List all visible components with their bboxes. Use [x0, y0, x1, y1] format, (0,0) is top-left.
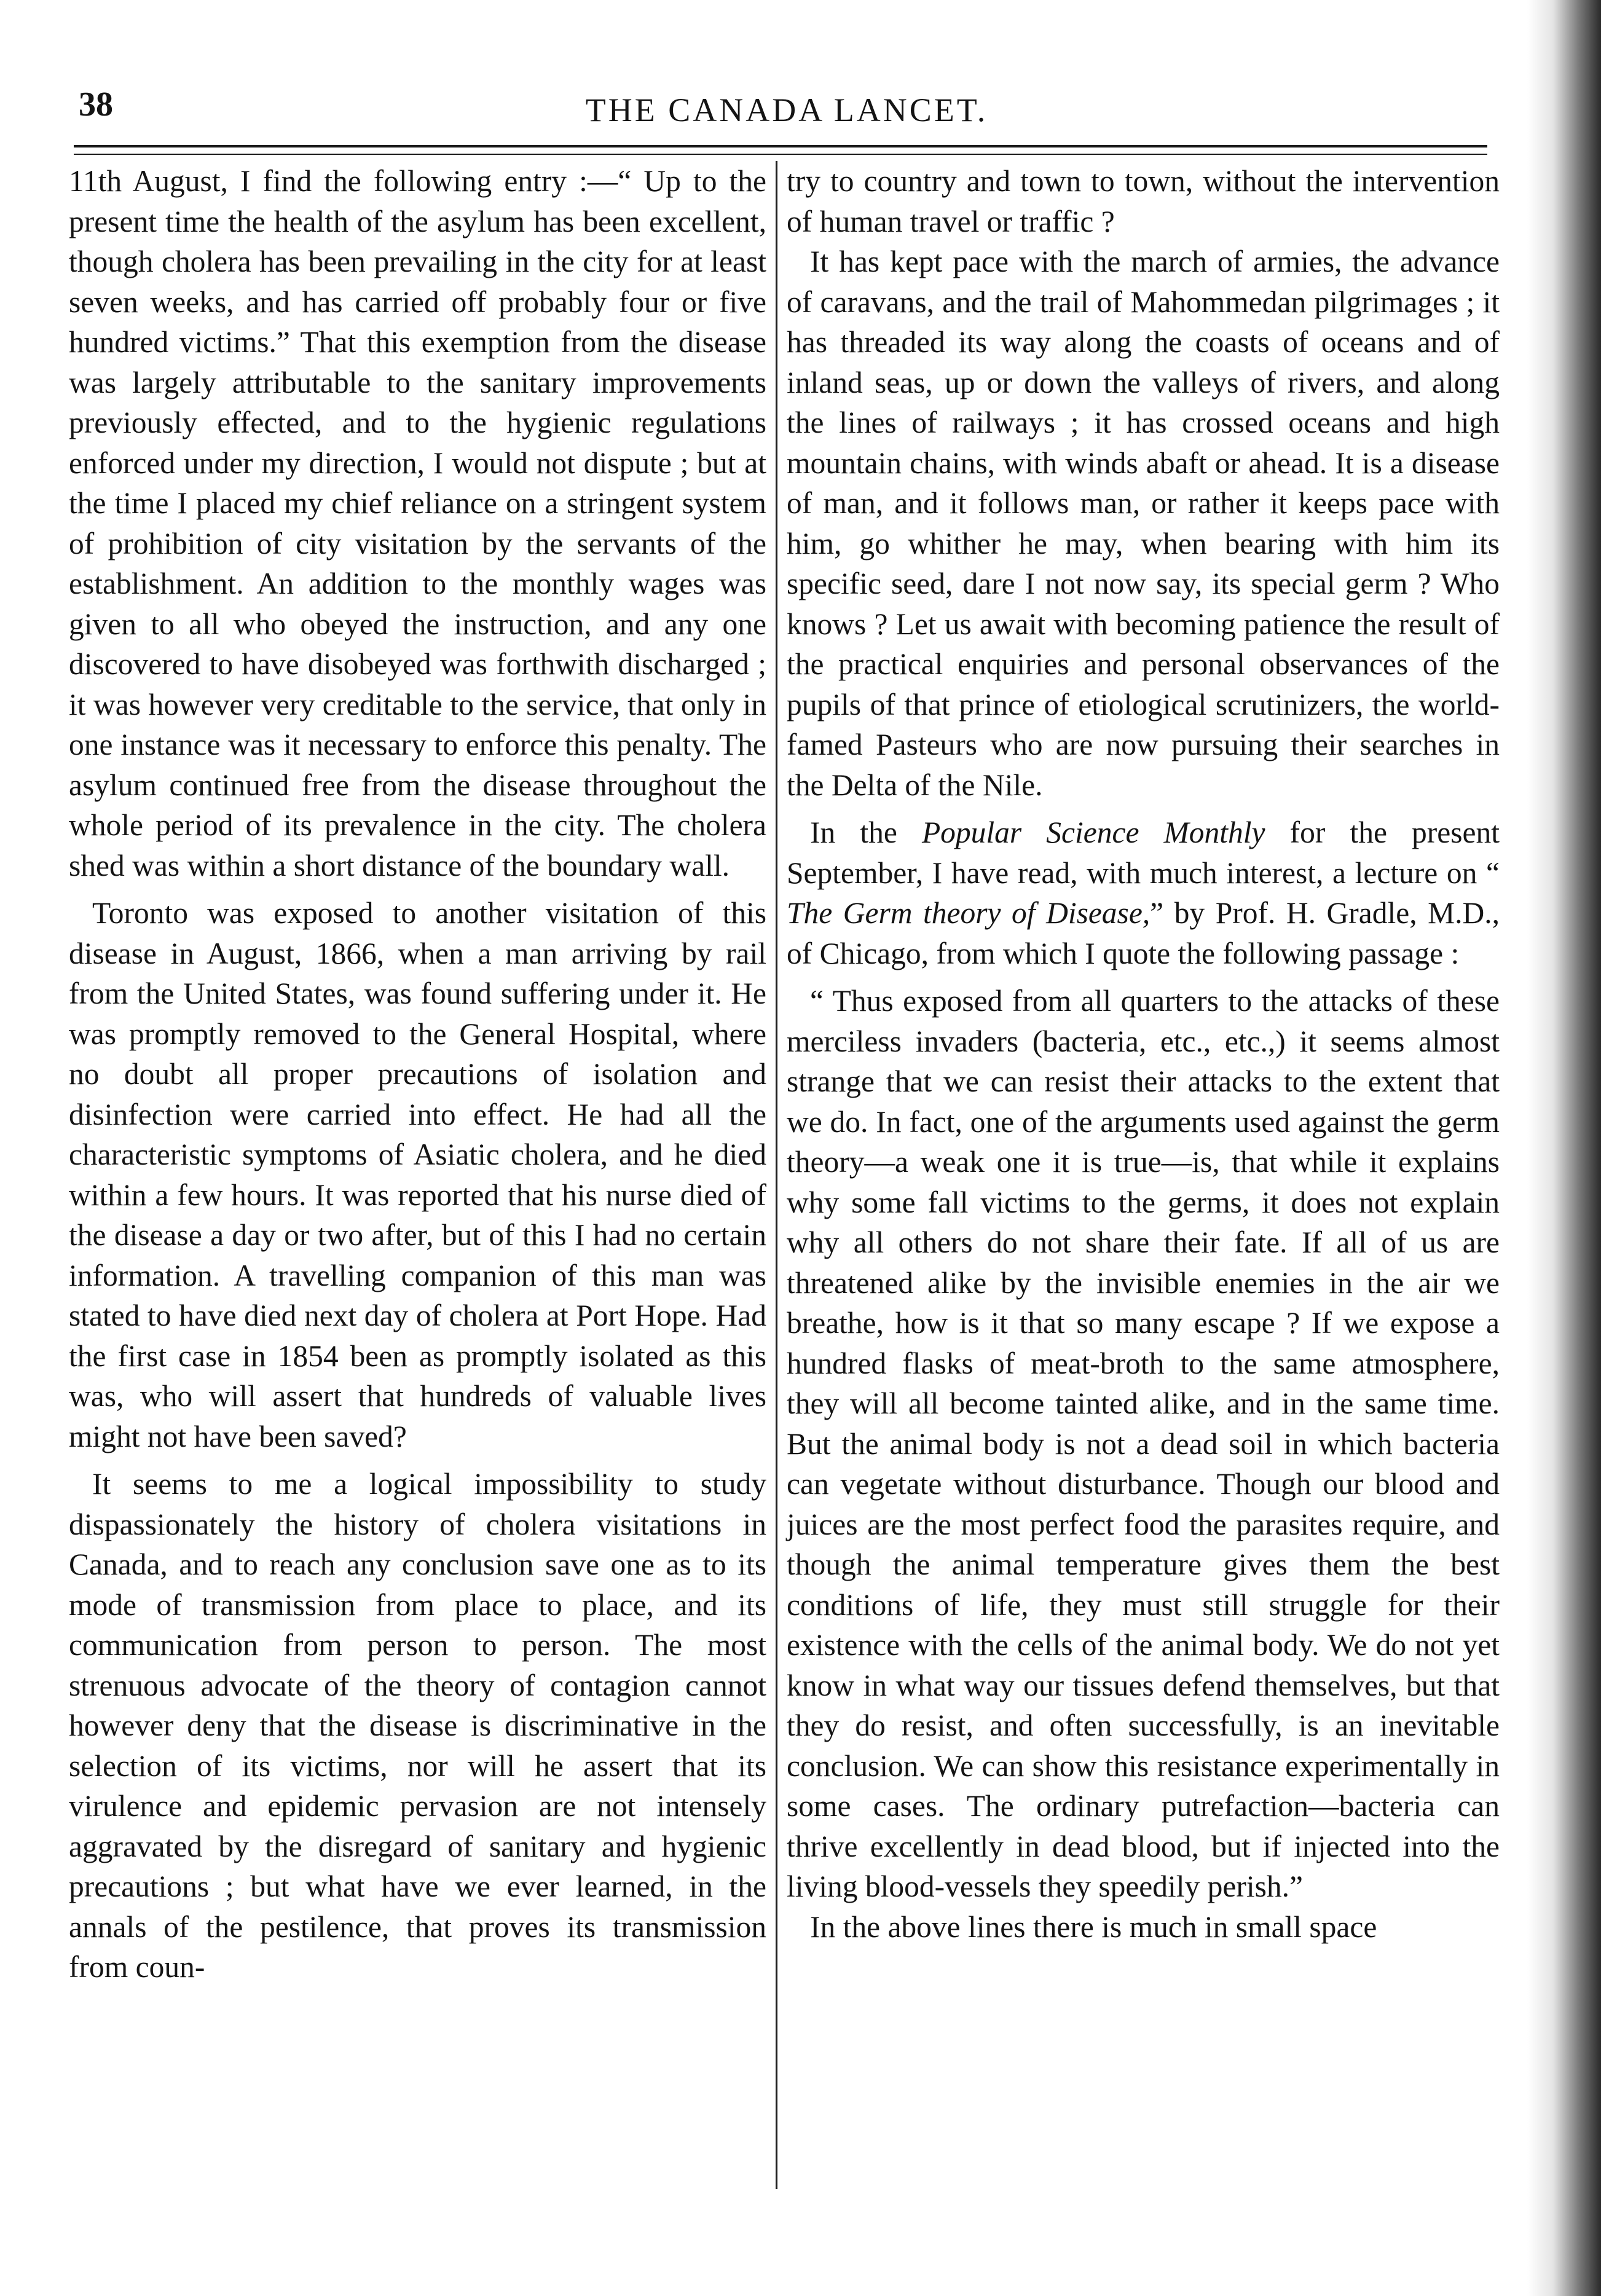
text-fragment: ” by Prof. H. Gradle, M.D., of Chicago, from which I quote the following passage : [787, 896, 1500, 970]
header-rule-thin [74, 154, 1487, 155]
paragraph-march-of-armies: It has kept pace with the march of armies, the advance of caravans, and the trail of Mahommedan pilgrimages ; it has threaded its way along the coasts of oceans and of inland seas, up or down the valleys of rivers, and along the lines of railways ; it has crossed oceans and high mountain chains, with winds abaft or ahead. It is a disease of man, and it follows man, or rather it keeps pace with him, go whither he may, when bearing with him its specific seed, dare I not now say, its special germ ? Who knows ? Let us await with becoming patience the result of the practical enquiries and personal observances of the pupils of that prince of etiological scrutinizers, the world-famed Pasteurs who are now pursuing their searches in the Delta of the Nile. [787, 245, 1500, 802]
paragraph-continuation: try to country and town to town, without the intervention of human travel or traffic ? [787, 164, 1500, 238]
paragraph-quotation: “ Thus exposed from all quarters to the attacks of these merciless invaders (bacteria, etc., etc.,) it seems almost strange that we can resist their attacks to the extent that we do. In fact, one of the arguments used against the germ theory—a weak one it is true—is, that while it explains why some fall victims to the germs, it does not explain why all others do not share their fate. If all of us are threatened alike by the invisible enemies in the air we breathe, how is it that so many escape ? If we expose a hundred flasks of meat-broth to the same atmosphere, they will all become tainted alike, and in the same time. But the animal body is not a dead soil in which bacteria can vegetate without disturbance. Though our blood and juices are the most perfect food the parasites require, and though the animal temperature gives them the best conditions of life, they must still struggle for their existence with the cells of the animal body. We do not yet know in what way our tissues defend themselves, but that they do resist, and often successfully, is an inevitable conclusion. We can show this resistance experimentally in some cases. The ordinary putrefaction—bacteria can thrive excellently in dead blood, but if injected into the living blood-vessels they speedily perish.” [787, 984, 1500, 1903]
paragraph-closing: In the above lines there is much in small space [810, 1909, 1377, 1944]
text-fragment: for the present September, I have read, with much interest, a lecture on “ [787, 816, 1500, 890]
left-column [69, 161, 766, 1987]
text-fragment: In the [810, 816, 922, 849]
paragraph-logical-impossibility: It seems to me a logical impossibility to study dispassionately the history of cholera visitations in Canada, and to reach any conclusion save one as to its mode of transmission from place to place, and its communication from person to person. The most strenuous advocate of the theory of contagion cannot however deny that the disease is discriminative in the selection of its victims, nor will he assert that its virulence and epidemic pervasion are not intensely aggravated by the disregard of sanitary and hygienic precautions ; but what have we ever learned, in the annals of the pestilence, that proves its transmission from coun- [69, 1467, 766, 1984]
paragraph-popular-science [787, 812, 1500, 973]
magazine-title: Popular Science Monthly [921, 816, 1265, 849]
header-rule [74, 145, 1487, 147]
page-number: 38 [79, 85, 113, 124]
right-column [787, 161, 1500, 1947]
paragraph-toronto-1866: Toronto was exposed to another visitation of this disease in August, 1866, when a man arriving by rail from the United States, was found suffering under it. He was promptly removed to the General Hospital, where no doubt all proper precautions of isolation and disinfection were carried into effect. He had all the characteristic symptoms of Asiatic cholera, and he died within a few hours. It was reported that his nurse died of the disease a day or two after, but of this I had no certain information. A travelling companion of this man was stated to have died next day of cholera at Port Hope. Had the first case in 1854 been as promptly isolated as this was, who will assert that hundreds of valuable lives might not have been saved? [69, 896, 766, 1453]
column-divider [776, 161, 777, 2189]
journal-title: THE CANADA LANCET. [585, 92, 988, 128]
binding-edge [1527, 0, 1601, 2296]
lecture-title: The Germ theory of Disease, [787, 896, 1151, 930]
paragraph-asylum-entry: 11th August, I find the following entry :—“ Up to the present time the health of the asylum has been excellent, though cholera has been prevailing in the city for at least seven weeks, and has carried off probably four or five hundred victims.” That this exemption from the disease was largely attributable to the sanitary improvements previously effected, and to the hygienic regulations enforced under my direction, I would not dispute ; but at the time I placed my chief reliance on a stringent system of prohibition of city visitation by the servants of the establishment. An addition to the monthly wages was given to all who obeyed the instruction, and any one discovered to have disobeyed was forthwith discharged ; it was however very creditable to the service, that only in one instance was it necessary to enforce this penalty. The asylum continued free from the disease throughout the whole period of its prevalence in the city. The cholera shed was within a short distance of the boundary wall. [69, 164, 766, 883]
